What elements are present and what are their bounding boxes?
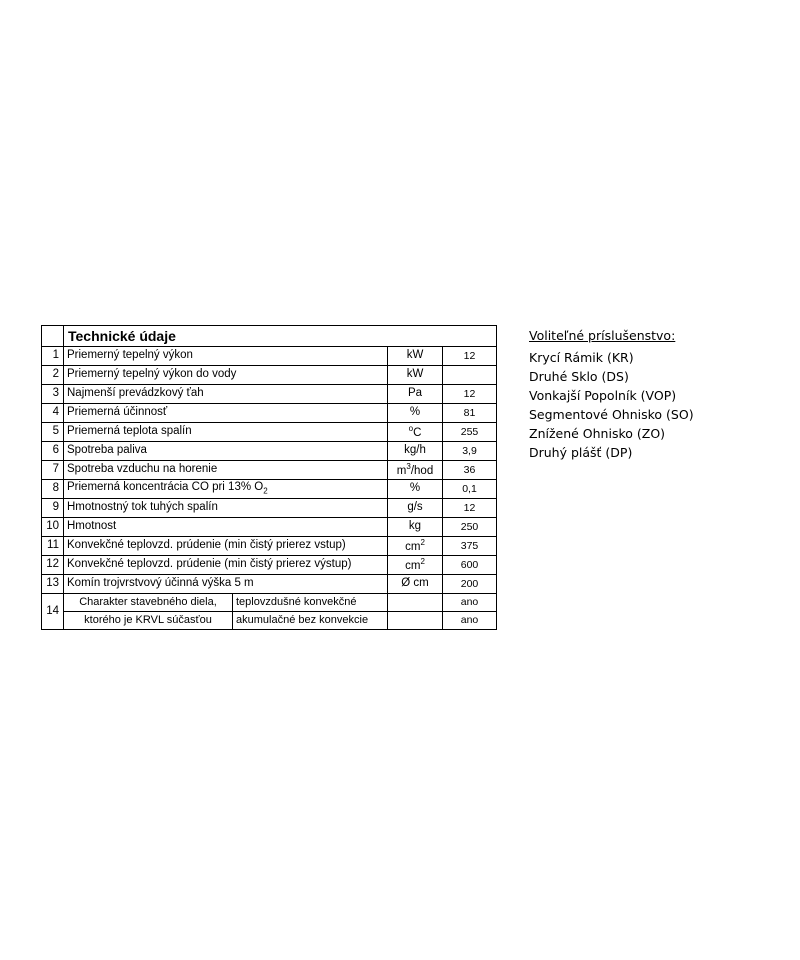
unit-cell <box>388 347 443 366</box>
row-number: 3 <box>42 385 64 404</box>
parameter-name-text: Priemerný tepelný výkon do vody <box>67 368 237 381</box>
unit-cell <box>388 404 443 423</box>
character-label-line2: ktorého je KRVL súčasťou <box>64 612 233 630</box>
accessories-list <box>529 348 694 462</box>
parameter-name <box>64 442 388 461</box>
row-number: 8 <box>42 480 64 499</box>
value-cell: 600 <box>443 556 497 575</box>
unit-cell <box>388 423 443 442</box>
optional-accessories <box>529 328 694 462</box>
character-label-line1: Charakter stavebného diela, <box>64 594 233 612</box>
value-cell: 375 <box>443 537 497 556</box>
unit-cell <box>388 575 443 594</box>
parameter-name <box>64 423 388 442</box>
value-cell: 12 <box>443 347 497 366</box>
parameter-name-text: Priemerná účinnosť <box>67 406 168 419</box>
row-number: 9 <box>42 499 64 518</box>
table-row <box>42 366 497 385</box>
unit-cell <box>388 366 443 385</box>
unit-text: kg/h <box>404 444 426 457</box>
value-cell: 12 <box>443 385 497 404</box>
parameter-name <box>64 518 388 537</box>
accessory-item: Druhé Sklo (DS) <box>529 369 629 384</box>
unit-text: g/s <box>407 501 423 514</box>
value-cell <box>443 366 497 385</box>
parameter-name-text: Konvekčné teplovzd. prúdenie (min čistý prierez vstup) <box>67 539 346 552</box>
parameter-name-text: Najmenší prevádzkový ťah <box>67 387 204 400</box>
accessory-item: Vonkajší Popolník (VOP) <box>529 388 677 403</box>
row-number: 5 <box>42 423 64 442</box>
table-title: Technické údaje <box>64 326 497 347</box>
parameter-name <box>64 480 388 499</box>
unit-text: % <box>409 406 421 419</box>
parameter-name <box>64 404 388 423</box>
character-option-1: teplovzdušné konvekčné <box>233 594 388 612</box>
value-cell: 250 <box>443 518 497 537</box>
unit-text: Ø cm <box>401 577 429 590</box>
row-number: 6 <box>42 442 64 461</box>
parameter-name <box>64 366 388 385</box>
value-cell: 36 <box>443 461 497 480</box>
table-row <box>42 537 497 556</box>
parameter-name-text: Priemerná teplota spalín <box>67 425 192 438</box>
unit-cell <box>388 537 443 556</box>
table-row <box>42 423 497 442</box>
row-number: 12 <box>42 556 64 575</box>
accessory-item: Znížené Ohnisko (ZO) <box>529 426 666 441</box>
parameter-name-text: Spotreba paliva <box>67 444 147 457</box>
parameter-name <box>64 347 388 366</box>
unit-text: kg <box>408 520 422 533</box>
table-row <box>42 442 497 461</box>
parameter-name-text: Spotreba vzduchu na horenie <box>67 463 218 476</box>
technical-data-table <box>41 325 497 630</box>
parameter-name <box>64 575 388 594</box>
parameter-name-text: Konvekčné teplovzd. prúdenie (min čistý prierez výstup) <box>67 558 352 571</box>
unit-text: cm <box>405 559 421 572</box>
value-cell: 12 <box>443 499 497 518</box>
accessories-title: Voliteľné príslušenstvo: <box>529 328 676 343</box>
unit-text: Pa <box>407 387 423 400</box>
table-row <box>42 461 497 480</box>
parameter-name-text: Komín trojvrstvový účinná výška 5 m <box>67 577 254 590</box>
value-cell: 255 <box>443 423 497 442</box>
row-number: 7 <box>42 461 64 480</box>
accessory-item: Segmentové Ohnisko (SO) <box>529 407 694 422</box>
table-row <box>42 612 497 630</box>
table-row <box>42 480 497 499</box>
row-number: 1 <box>42 347 64 366</box>
parameter-name-text: Priemerná koncentrácia CO pri 13% O <box>67 481 264 494</box>
table-row <box>42 404 497 423</box>
character-option-2: akumulačné bez konvekcie <box>233 612 388 630</box>
empty-unit-cell <box>388 612 443 630</box>
parameter-name-text: Priemerný tepelný výkon <box>67 349 193 362</box>
unit-superscript: 2 <box>420 556 425 566</box>
row-number: 2 <box>42 366 64 385</box>
character-option-2-value: ano <box>443 612 497 630</box>
unit-text: cm <box>405 540 421 553</box>
unit-text: C <box>413 426 422 439</box>
value-cell: 3,9 <box>443 442 497 461</box>
row-number: 13 <box>42 575 64 594</box>
value-cell: 0,1 <box>443 480 497 499</box>
row-number: 10 <box>42 518 64 537</box>
unit-text: kW <box>406 368 424 381</box>
parameter-name <box>64 499 388 518</box>
row-number: 4 <box>42 404 64 423</box>
parameter-name-subscript: 2 <box>263 486 268 496</box>
table-title-row <box>42 326 497 347</box>
parameter-name <box>64 461 388 480</box>
unit-text: /hod <box>410 464 434 477</box>
unit-cell <box>388 461 443 480</box>
parameter-name-text: Hmotnost <box>67 520 117 533</box>
empty-unit-cell <box>388 594 443 612</box>
accessory-item: Druhý plášť (DP) <box>529 445 633 460</box>
title-num-cell <box>42 326 64 347</box>
table-row <box>42 385 497 404</box>
accessory-item: Krycí Rámik (KR) <box>529 350 634 365</box>
row-number: 11 <box>42 537 64 556</box>
table-row <box>42 518 497 537</box>
table-row <box>42 556 497 575</box>
unit-cell <box>388 518 443 537</box>
value-cell: 81 <box>443 404 497 423</box>
unit-cell <box>388 385 443 404</box>
parameter-name <box>64 385 388 404</box>
character-option-1-value: ano <box>443 594 497 612</box>
unit-cell <box>388 556 443 575</box>
unit-superscript: 2 <box>420 537 425 547</box>
unit-cell <box>388 480 443 499</box>
unit-text: kW <box>406 349 424 362</box>
unit-prefix: m <box>396 464 407 477</box>
unit-text: % <box>409 482 421 495</box>
table-row <box>42 499 497 518</box>
value-cell: 200 <box>443 575 497 594</box>
parameter-name <box>64 537 388 556</box>
table-row <box>42 575 497 594</box>
parameter-name-text: Hmotnostný tok tuhých spalín <box>67 501 218 514</box>
parameter-name <box>64 556 388 575</box>
row-number: 14 <box>42 594 64 630</box>
table-row <box>42 594 497 612</box>
table-row <box>42 347 497 366</box>
unit-cell <box>388 499 443 518</box>
unit-superscript: 3 <box>406 461 411 471</box>
unit-superscript: o <box>408 423 414 433</box>
unit-cell <box>388 442 443 461</box>
